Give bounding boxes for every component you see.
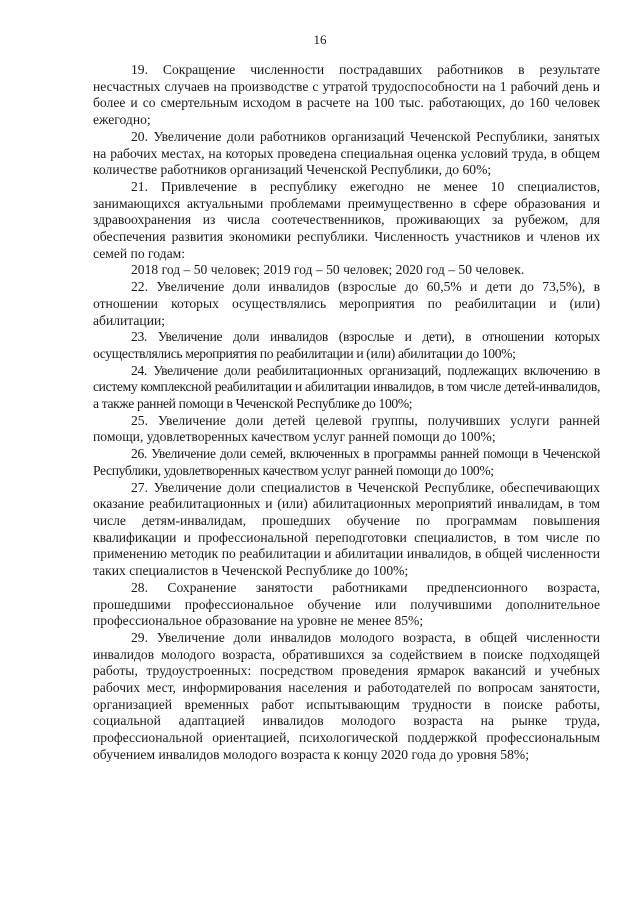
paragraph-21: 21. Привлечение в республику ежегодно не менее 10 специалистов, занимающихся актуальными проблемами преимущественно в сфере образования и здравоохранения из числа соотечественников, проживающих за рубежом, для обеспечения развития экономики республики. Численность участников и членов их семей по годам: [93,178,600,261]
paragraph-25: 25. Увеличение доли детей целевой группы, получивших услуги ранней помощи, удовлетворенных качеством услуг ранней помощи до 100%; [93,412,600,445]
paragraph-27: 27. Увеличение доли специалистов в Чеченской Республике, обеспечивающих оказание реабилитационных и (или) абилитационных мероприятий инвалидам, в том числе детям-инвалидам, прошедших обучение по программам повышения квалификации и профессиональной переподготовки специалистов, в том числе по применению методик по реабилитации и абилитации инвалидов, в общей численности таких специалистов в Чеченской Республике до 100%; [93,479,600,579]
paragraph-19: 19. Сокращение численности пострадавших работников в результате несчастных случаев на производстве с утратой трудоспособности на 1 рабочий день и более и со смертельным исходом в расчете на 100 тыс. работающих, до 160 человек ежегодно; [93,62,600,128]
paragraph-28: 28. Сохранение занятости работниками предпенсионного возраста, прошедшими профессиональное обучение или получившими дополнительное профессиональное образование на уровне не менее 85%; [93,579,600,629]
paragraph-29: 29. Увеличение доли инвалидов молодого возраста, в общей численности инвалидов молодого возраста, обратившихся за содействием в поиске подходящей работы, трудоустроенных: посредством проведения ярмарок вакансий и учебных рабочих мест, информирования населения и работодателей по вопросам занятости, организацией временных работ испытывающим трудности в поиске работы, социальной адаптацией инвалидов молодого возраста на рынке труда, профессиональной ориентацией, психологической поддержкой профессиональным обучением инвалидов молодого возраста к концу 2020 года до уровня 58%; [93,629,600,762]
paragraph-23: 23. Увеличение доли инвалидов (взрослые и дети), в отношении которых осуществлялись мероприятия по реабилитации и (или) абилитации до 100%; [93,329,600,361]
paragraph-20: 20. Увеличение доли работников организаций Чеченской Республики, занятых на рабочих местах, на которых проведена специальная оценка условий труда, в общем количестве работников организаций Чеченской Республики, до 60%; [93,128,600,178]
paragraph-21-years: 2018 год – 50 человек; 2019 год – 50 человек; 2020 год – 50 человек. [131,262,525,278]
document-body [93,62,600,764]
paragraph-24: 24. Увеличение доли реабилитационных организаций, подлежащих включению в систему комплексной реабилитации и абилитации инвалидов, в том числе детей-инвалидов, а также ранней помощи в Чеченской Республике до 100%; [93,362,600,412]
page-number: 16 [313,32,327,47]
paragraph-22: 22. Увеличение доли инвалидов (взрослые до 60,5% и дети до 73,5%), в отношении которых осуществлялись мероприятия по реабилитации и (или) абилитации; [93,279,600,328]
paragraph-26: 26. Увеличение доли семей, включенных в программы ранней помощи в Чеченской Республики, удовлетворенных качеством услуг ранней помощи до 100%; [93,446,600,478]
